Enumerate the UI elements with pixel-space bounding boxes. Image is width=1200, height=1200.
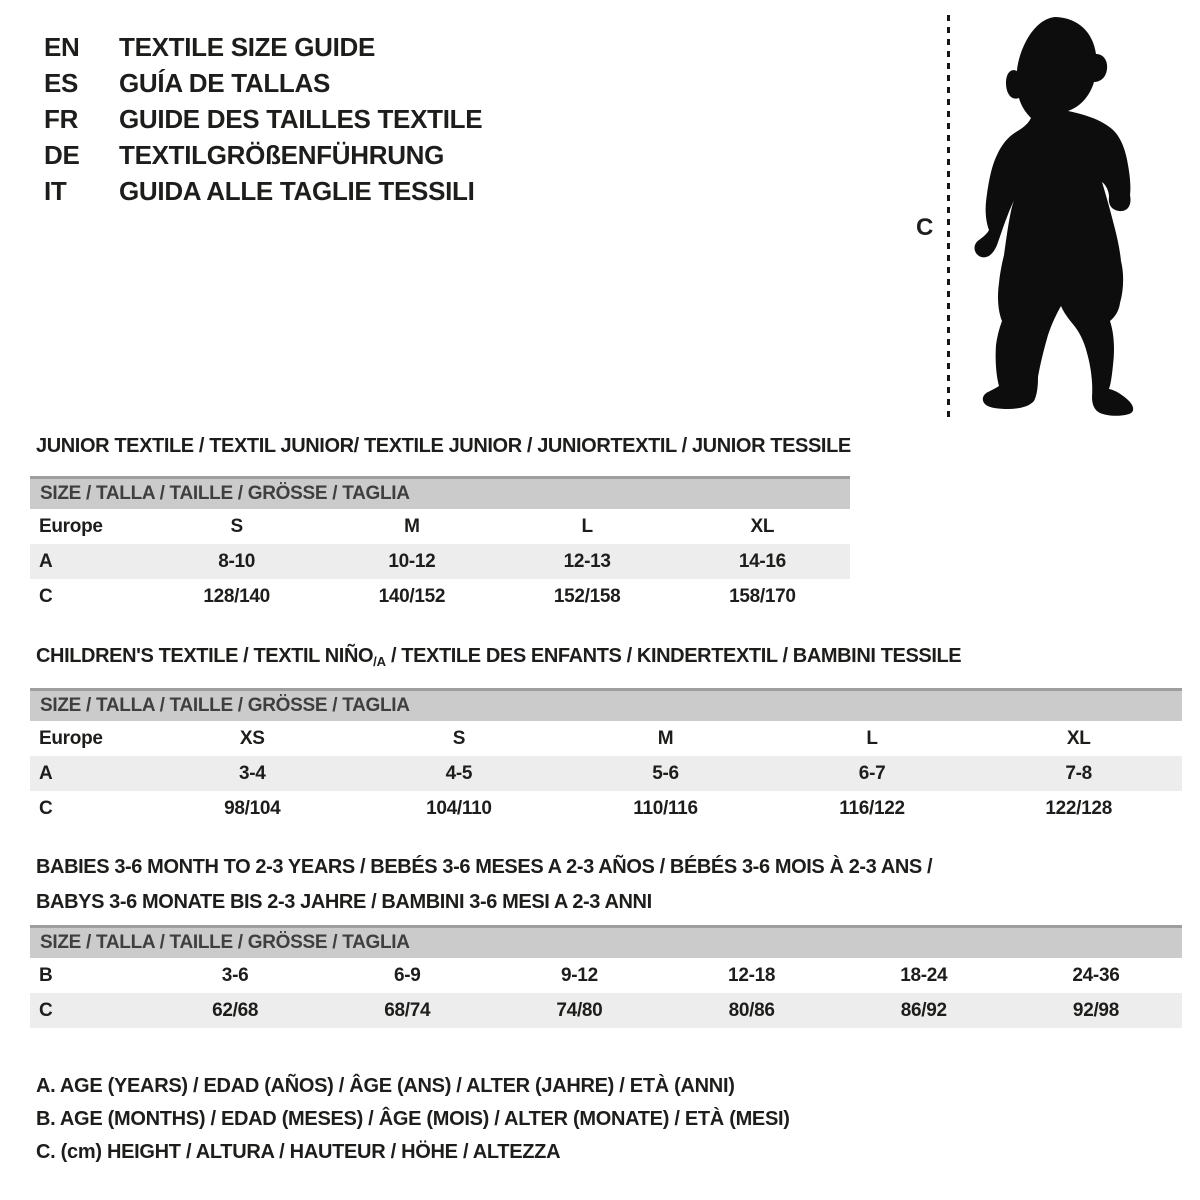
value-cell: 68/74 bbox=[384, 999, 431, 1021]
value-cell: 6-7 bbox=[858, 762, 886, 784]
value-cell: 98/104 bbox=[224, 797, 281, 819]
value-cell: 62/68 bbox=[212, 999, 259, 1021]
value-cell: 9-12 bbox=[561, 964, 598, 986]
children-section-heading bbox=[36, 645, 961, 668]
toddler-silhouette-icon bbox=[963, 15, 1138, 425]
value-cell: 12-18 bbox=[728, 964, 776, 986]
language-code: ES bbox=[44, 67, 79, 98]
row-label: C bbox=[39, 797, 53, 819]
language-code: EN bbox=[44, 31, 80, 62]
language-row-es bbox=[44, 65, 482, 101]
row-label: Europe bbox=[39, 727, 103, 749]
language-code: FR bbox=[44, 103, 79, 134]
height-measure-label: C bbox=[916, 214, 934, 241]
children-size-table bbox=[30, 688, 1182, 826]
value-cell: 104/110 bbox=[426, 797, 492, 819]
height-dashed-line bbox=[947, 15, 950, 419]
value-cell: 5-6 bbox=[652, 762, 679, 784]
language-row-fr bbox=[44, 101, 482, 137]
language-title: TEXTILGRÖßENFÜHRUNG bbox=[119, 139, 445, 170]
legend-line-c: C. (cm) HEIGHT / ALTURA / HAUTEUR / HÖHE / ALTEZZA bbox=[36, 1141, 561, 1163]
size-cell: L bbox=[581, 515, 593, 537]
babies-heading-line1: BABIES 3-6 MONTH TO 2-3 YEARS / BEBÉS 3-6 MESES A 2-3 AÑOS / BÉBÉS 3-6 MOIS À 2-3 ANS / bbox=[36, 856, 933, 878]
language-row-en bbox=[44, 29, 482, 65]
language-code: IT bbox=[44, 175, 67, 206]
value-cell: 12-13 bbox=[563, 550, 611, 572]
row-label: Europe bbox=[39, 515, 103, 537]
value-cell: 92/98 bbox=[1072, 999, 1119, 1021]
measure-legend bbox=[36, 1070, 790, 1169]
value-cell: 86/92 bbox=[900, 999, 947, 1021]
value-cell: 122/128 bbox=[1045, 797, 1112, 819]
table-row-a bbox=[30, 544, 850, 579]
value-cell: 158/170 bbox=[729, 585, 796, 607]
value-cell: 18-24 bbox=[900, 964, 948, 986]
children-heading-subscript: /A bbox=[373, 654, 386, 669]
size-cell: S bbox=[452, 727, 466, 749]
size-header-label: SIZE / TALLA / TAILLE / GRÖSSE / TAGLIA bbox=[40, 483, 410, 504]
row-label: C bbox=[39, 585, 53, 607]
language-row-de bbox=[44, 137, 482, 173]
size-header-label: SIZE / TALLA / TAILLE / GRÖSSE / TAGLIA bbox=[40, 695, 410, 716]
junior-section-heading: JUNIOR TEXTILE / TEXTIL JUNIOR/ TEXTILE JUNIOR / JUNIORTEXTIL / JUNIOR TESSILE bbox=[36, 435, 851, 457]
row-label: C bbox=[39, 999, 53, 1021]
size-header-bar bbox=[30, 688, 1182, 721]
legend-line-a: A. AGE (YEARS) / EDAD (AÑOS) / ÂGE (ANS) / ALTER (JAHRE) / ETÀ (ANNI) bbox=[36, 1075, 735, 1097]
row-label: A bbox=[39, 550, 53, 572]
language-title: GUÍA DE TALLAS bbox=[119, 67, 331, 98]
size-cell: S bbox=[230, 515, 243, 537]
value-cell: 3-4 bbox=[239, 762, 266, 784]
language-list bbox=[44, 29, 482, 209]
value-cell: 3-6 bbox=[221, 964, 249, 986]
babies-heading-line2: BABYS 3-6 MONATE BIS 2-3 JAHRE / BAMBINI 3-6 MESI A 2-3 ANNI bbox=[36, 891, 652, 913]
table-row-europe bbox=[30, 509, 850, 544]
children-heading-part1: CHILDREN'S TEXTILE / TEXTIL NIÑO bbox=[36, 645, 374, 667]
size-header-bar bbox=[30, 476, 850, 509]
table-row-c bbox=[30, 791, 1182, 826]
value-cell: 6-9 bbox=[393, 964, 421, 986]
table-row-a bbox=[30, 756, 1182, 791]
legend-line-b: B. AGE (MONTHS) / EDAD (MESES) / ÂGE (MOIS) / ALTER (MONATE) / ETÀ (MESI) bbox=[36, 1108, 790, 1130]
value-cell: 110/116 bbox=[633, 797, 698, 819]
language-title: TEXTILE SIZE GUIDE bbox=[119, 31, 376, 62]
value-cell: 140/152 bbox=[378, 585, 446, 607]
value-cell: 24-36 bbox=[1072, 964, 1120, 986]
junior-size-table bbox=[30, 476, 850, 614]
language-row-it bbox=[44, 173, 482, 209]
size-cell: L bbox=[866, 727, 878, 749]
value-cell: 74/80 bbox=[556, 999, 603, 1021]
value-cell: 116/122 bbox=[839, 797, 905, 819]
value-cell: 7-8 bbox=[1065, 762, 1092, 784]
size-cell: XL bbox=[1066, 727, 1091, 749]
size-cell: XL bbox=[750, 515, 775, 537]
babies-size-table bbox=[30, 925, 1182, 1028]
value-cell: 152/158 bbox=[553, 585, 621, 607]
size-header-label: SIZE / TALLA / TAILLE / GRÖSSE / TAGLIA bbox=[40, 932, 410, 953]
language-title: GUIDE DES TAILLES TEXTILE bbox=[119, 103, 483, 134]
size-cell: XS bbox=[239, 727, 265, 749]
value-cell: 4-5 bbox=[445, 762, 473, 784]
language-code: DE bbox=[44, 139, 80, 170]
value-cell: 14-16 bbox=[738, 550, 786, 572]
babies-section-heading bbox=[36, 850, 932, 920]
size-cell: M bbox=[404, 515, 420, 537]
size-cell: M bbox=[657, 727, 674, 749]
row-label: A bbox=[39, 762, 53, 784]
value-cell: 10-12 bbox=[388, 550, 436, 572]
size-header-bar bbox=[30, 925, 1182, 958]
height-figure bbox=[900, 10, 1190, 430]
row-label: B bbox=[39, 964, 53, 986]
value-cell: 80/86 bbox=[728, 999, 775, 1021]
table-row-c bbox=[30, 993, 1182, 1028]
value-cell: 8-10 bbox=[218, 550, 256, 572]
table-row-c bbox=[30, 579, 850, 614]
table-row-b bbox=[30, 958, 1182, 993]
language-title: GUIDA ALLE TAGLIE TESSILI bbox=[119, 175, 475, 206]
children-heading-part2: / TEXTILE DES ENFANTS / KINDERTEXTIL / BAMBINI TESSILE bbox=[385, 645, 962, 667]
value-cell: 128/140 bbox=[203, 585, 270, 607]
table-row-europe bbox=[30, 721, 1182, 756]
